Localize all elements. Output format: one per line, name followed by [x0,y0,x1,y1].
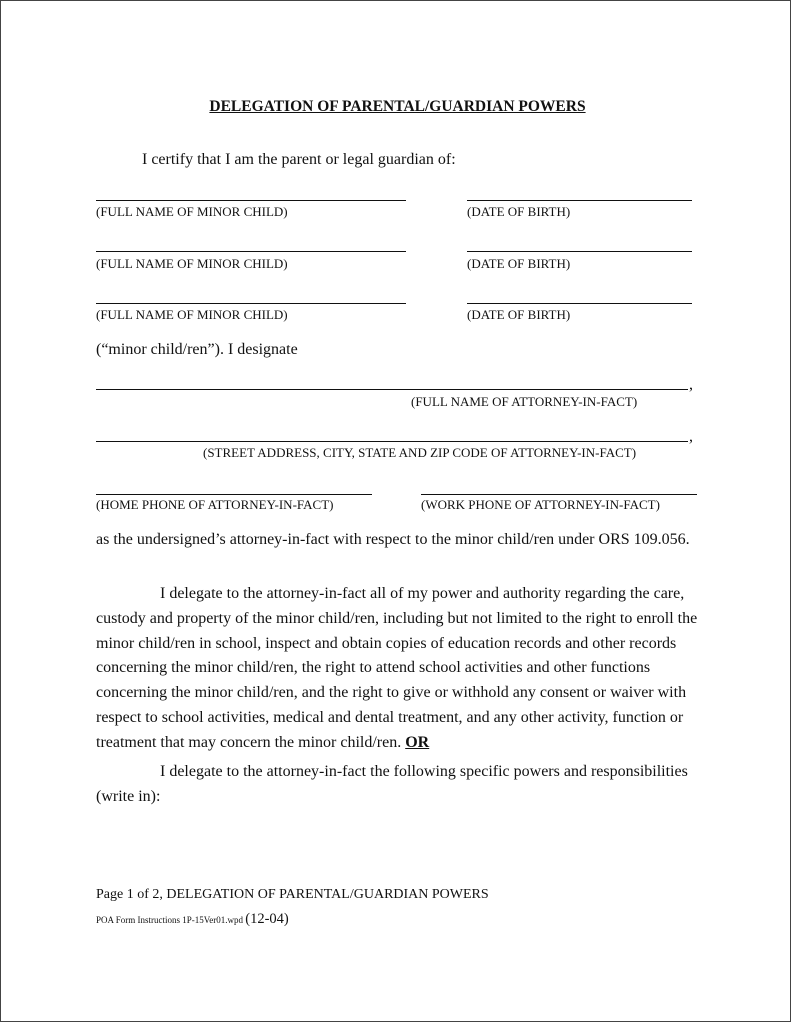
attorney-name-line[interactable] [96,389,688,390]
document-title: DELEGATION OF PARENTAL/GUARDIAN POWERS [209,98,586,115]
attorney-address-caption: (STREET ADDRESS, CITY, STATE AND ZIP CODE OF ATTORNEY-IN-FACT) [203,445,637,460]
form-version: (12-04) [245,911,289,927]
option1-paragraph [96,582,701,756]
form-id-text: POA Form Instructions 1P-15Ver01.wpd [96,915,244,925]
attorney-address-line[interactable] [96,441,688,442]
child-name-caption-2: (FULL NAME OF MINOR CHILD) [96,256,288,271]
child-dob-line-2[interactable] [467,251,692,252]
undersigned-paragraph: as the undersigned’s attorney-in-fact with respect to the minor child/ren under ORS 109.056. [96,531,690,548]
child-dob-line-3[interactable] [467,303,692,304]
attorney-name-caption: (FULL NAME OF ATTORNEY-IN-FACT) [411,394,638,409]
page-footer: Page 1 of 2, DELEGATION OF PARENTAL/GUARDIAN POWERS [96,887,489,902]
work-phone-caption: (WORK PHONE OF ATTORNEY-IN-FACT) [421,497,660,512]
child-dob-caption-1: (DATE OF BIRTH) [467,204,571,219]
form-identifier [96,911,289,928]
child-dob-caption-3: (DATE OF BIRTH) [467,307,571,322]
child-name-caption-3: (FULL NAME OF MINOR CHILD) [96,307,288,322]
child-name-line-2[interactable] [96,251,406,252]
attorney-line-comma: , [689,376,693,393]
address-line-comma: , [689,428,693,445]
work-phone-line[interactable] [421,494,697,495]
certify-statement: I certify that I am the parent or legal guardian of: [142,151,456,168]
home-phone-caption: (HOME PHONE OF ATTORNEY-IN-FACT) [96,497,334,512]
child-name-line-1[interactable] [96,200,406,201]
child-name-line-3[interactable] [96,303,406,304]
home-phone-line[interactable] [96,494,372,495]
child-name-caption-1: (FULL NAME OF MINOR CHILD) [96,204,288,219]
option2-text: I delegate to the attorney-in-fact the following specific powers and responsibilities (write in): [96,763,688,805]
child-dob-caption-2: (DATE OF BIRTH) [467,256,571,271]
child-dob-line-1[interactable] [467,200,692,201]
designate-text: (“minor child/ren”). I designate [96,341,298,358]
option2-paragraph [96,760,701,810]
or-label: OR [405,733,430,751]
option1-text: I delegate to the attorney-in-fact all of my power and authority regarding the care, custody and property of the minor child/ren, including but not limited to the right to enroll the minor child/ren in school, inspect and obtain copies of education records and other records concerning the minor child/ren, the right to attend school activities and other functions concerning the minor child/ren, and the right to give or withhold any consent or waiver with respect to school activities, medical and dental treatment, and any other activity, function or treatment that may concern the minor child/ren. [96,585,698,751]
